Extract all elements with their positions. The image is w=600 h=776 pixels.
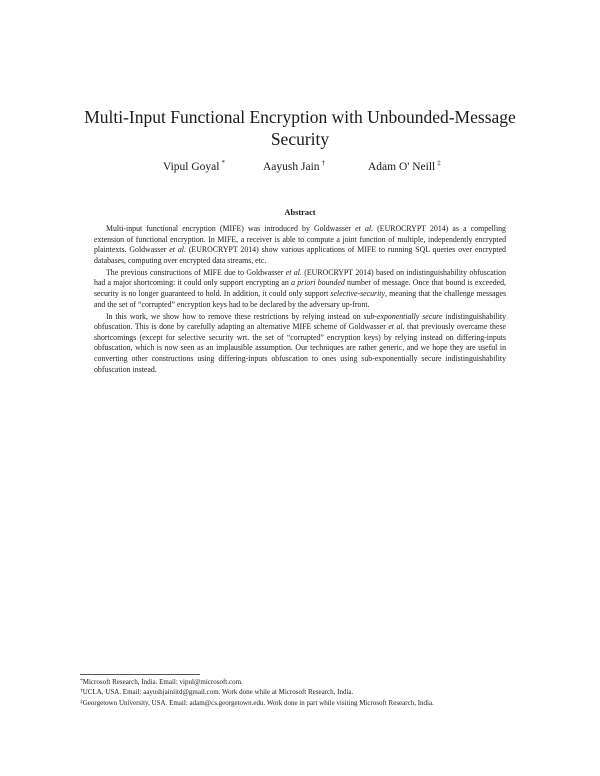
- author-1-name: Vipul Goyal: [163, 161, 220, 173]
- author-3: [368, 161, 441, 173]
- abstract-emphasis: et al.: [355, 224, 374, 233]
- footnotes: [80, 677, 530, 708]
- footnote-1: [80, 677, 530, 687]
- abstract-body: [94, 224, 506, 376]
- footnote-2-mark: †: [80, 688, 83, 695]
- author-3-footnote-mark: ‡: [437, 159, 441, 167]
- abstract-emphasis: selective-security: [330, 288, 385, 298]
- footnote-3: [80, 698, 530, 708]
- abstract-paragraph: Multi-input functional encryption (MIFE) was introduced by Goldwasser et al. (EUROCRYPT 2014) as a compelling extension of functional encryption. In MIFE, a receiver is able to compute a joint function of multiple, independently encrypted plaintexts. Goldwasser et al. (EUROCRYPT 2014) show various applications of MIFE to running SQL queries over encrypted databases, computing over encrypted data streams, etc.: [94, 224, 506, 265]
- author-2: [263, 161, 325, 173]
- footnote-2-text: UCLA, USA. Email: aayushjainiitd@gmail.com. Work done while at Microsoft Research, India.: [82, 688, 354, 697]
- footnote-3-text: Georgetown University, USA. Email: adam@cs.georgetown.edu. Work done in part while visiting Microsoft Research, India.: [82, 698, 434, 707]
- abstract-emphasis: et al.: [388, 322, 405, 332]
- abstract-emphasis: et al.: [285, 267, 302, 277]
- author-2-name: Aayush Jain: [263, 161, 320, 173]
- author-1: [163, 161, 225, 173]
- author-list: [0, 161, 600, 177]
- footnote-rule: [80, 674, 200, 675]
- footnote-2: [80, 687, 530, 697]
- paper-title: Multi-Input Functional Encryption with Unbounded-Message Security: [84, 107, 516, 149]
- abstract-paragraph: The previous constructions of MIFE due to Goldwasser et al. (EUROCRYPT 2014) based on indistinguishability obfuscation had a major shortcoming: it could only support encrypting an a priori bounded number of message. Once that bound is exceeded, security is no longer guaranteed to hold. In addition, it could only support selective-security, meaning that the challenge messages and the set of “corrupted” encryption keys had to be declared by the adversary up-front.: [94, 267, 506, 309]
- footnote-3-mark: ‡: [80, 698, 83, 705]
- author-3-name: Adam O' Neill: [368, 161, 436, 173]
- abstract-emphasis: et al.: [169, 245, 186, 255]
- author-1-footnote-mark: *: [221, 159, 225, 167]
- abstract-paragraph: In this work, we show how to remove these restrictions by relying instead on sub-exponentially secure indistinguishability obfuscation. This is done by carefully adapting an alternative MIFE scheme of Goldwasser et al. that previously overcame these shortcomings (except for selective security wrt. the set of “corrupted” encryption keys) by relying instead on differing-inputs obfuscation, which is now seen as an implausible assumption. Our techniques are rather generic, and we hope they are useful in converting other constructions using differing-inputs obfuscation to ones using sub-exponentially secure indistinguishability obfuscation instead.: [94, 311, 506, 374]
- abstract-emphasis: sub-exponentially secure: [363, 311, 443, 321]
- footnote-1-text: Microsoft Research, India. Email: vipul@microsoft.com.: [82, 678, 243, 686]
- author-2-footnote-mark: †: [321, 159, 326, 167]
- abstract-emphasis: a priori bounded: [291, 278, 345, 288]
- footnote-1-mark: *: [80, 678, 83, 684]
- abstract-heading: Abstract: [284, 208, 316, 217]
